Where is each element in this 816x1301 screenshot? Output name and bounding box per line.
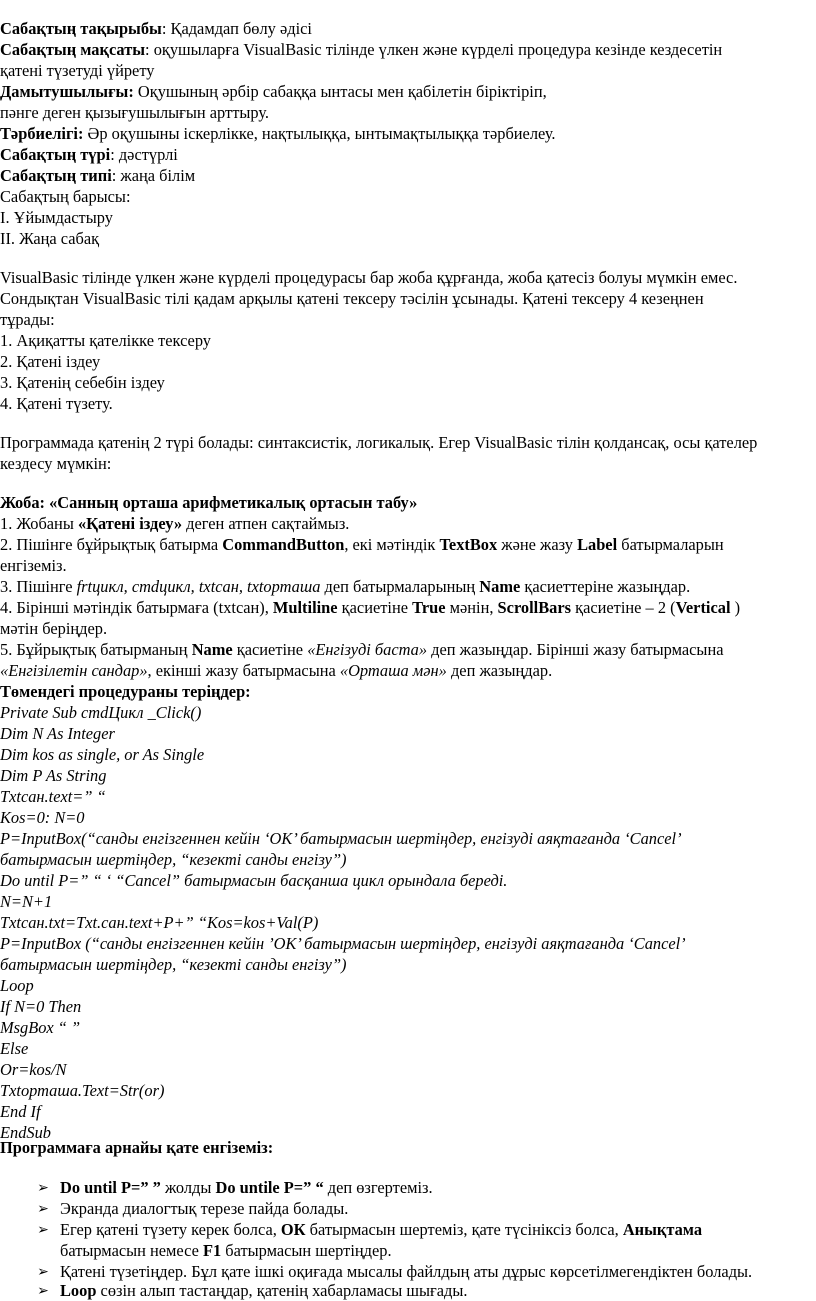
project-item-2-text: 2. Пішінге бұйрықтық батырма [0, 535, 223, 554]
project-item-1-text: 1. Жобаны [0, 514, 78, 533]
code-line: батырмасын шертіңдер, “кезекті санды енгізу”) [0, 955, 347, 974]
aim-label: Сабақтың мақсаты [0, 40, 146, 59]
code-line: N=N+1 [0, 892, 53, 911]
project-item-5-tail: деп жазыңдар. [446, 661, 553, 680]
check-stage-1: 1. Ақиқатты қателікке тексеру [0, 331, 212, 350]
error-step-4-text: Қатені түзетіңдер. Бұл қате ішкі оқиғада мысалы файлдың аты дұрыс көрсетілмегендіктен болады. [60, 1262, 753, 1281]
input-numbers-caption: «Енгізілетін сандар» [0, 661, 148, 680]
project-item-4-text-b: қасиетіне [337, 598, 413, 617]
education-line [0, 124, 556, 144]
errors-heading: Программаға арнайы қате енгіземіз: [0, 1138, 274, 1157]
education-label: Тәрбиелігі: [0, 124, 84, 143]
control-names: frtцикл, cmdцикл, txtcан, txtорташа [76, 577, 321, 596]
ok-term: ОК [280, 1220, 306, 1239]
project-item-3 [0, 577, 690, 597]
error-types-line-2: кездесу мүмкін: [0, 454, 112, 473]
development-value: Оқушының әрбір сабаққа ынтасы мен қабілетін біріктіріп, [133, 82, 547, 101]
error-step-3-text: Егер қатені түзету керек болса, [60, 1220, 281, 1239]
code-line: Do until P=” “ ‘ “Cancel” батырмасын басқанша цикл орындала береді. [0, 871, 508, 890]
label-term: Label [577, 535, 618, 554]
aim-line [0, 40, 722, 60]
code-line: Loop [0, 976, 34, 995]
code-line: End If [0, 1102, 41, 1121]
development-label: Дамытушылығы: [0, 82, 134, 101]
project-item-5-text-d: , екінші жазу батырмасына [147, 661, 340, 680]
arrow-bullet-icon: ➢ [37, 1264, 49, 1280]
code-line: Dim N As Integer [0, 724, 115, 743]
do-until-original: Do until P=” ” [60, 1178, 161, 1197]
project-item-2-text-c: және жазу [497, 535, 578, 554]
code-line: If N=0 Then [0, 997, 82, 1016]
lesson-progress: Сабақтың барысы: [0, 187, 131, 206]
lesson-step-1: І. Ұйымдастыру [0, 208, 113, 227]
aim-line-2: қатені түзетуді үйрету [0, 61, 155, 80]
project-item-5-text-c: деп жазыңдар. Бірінші жазу батырмасына [427, 640, 724, 659]
project-item-4-text-c: мәнін, [445, 598, 498, 617]
lesson-type-label: Сабақтың түрі [0, 145, 111, 164]
project-item-3-text-b: деп батырмаларының [320, 577, 480, 596]
code-line: P=InputBox (“санды енгізгеннен кейін ’OK’ батырмасын шертіңдер, енгізуді аяқтағанда ‘Cancel’ [0, 934, 686, 953]
loop-term: Loop [60, 1281, 97, 1300]
arrow-bullet-icon: ➢ [37, 1222, 49, 1238]
project-item-1-tail: деген атпен сақтаймыз. [182, 514, 350, 533]
error-step-3 [60, 1220, 702, 1240]
name-property-term-2: Name [191, 640, 233, 659]
true-term: True [412, 598, 446, 617]
code-line: Private Sub cmdЦикл _Click() [0, 703, 202, 722]
project-item-4-line-2: мәтін беріңдер. [0, 619, 108, 638]
error-step-1 [60, 1178, 433, 1198]
project-item-2-text-d: батырмаларын [617, 535, 724, 554]
check-stage-3: 3. Қатенің себебін іздеу [0, 373, 165, 392]
arrow-bullet-icon: ➢ [37, 1201, 49, 1217]
project-name-value: «Қатені іздеу» [77, 514, 183, 533]
do-until-modified: Do untile P=” “ [215, 1178, 324, 1197]
f1-term: F1 [202, 1241, 222, 1260]
error-step-2-text: Экранда диалогтық терезе пайда болады. [60, 1199, 349, 1218]
command-button-term: CommandButton [222, 535, 345, 554]
project-item-4 [0, 598, 740, 618]
lesson-kind-line [0, 166, 195, 186]
code-line: Txtорташа.Text=Str(or) [0, 1081, 165, 1100]
error-step-3-line-2 [60, 1241, 392, 1261]
scrollbars-term: ScrollBars [497, 598, 572, 617]
project-item-4-text-e: ) [730, 598, 741, 617]
project-item-4-text-d: қасиетіне – 2 ( [571, 598, 676, 617]
project-item-3-text: 3. Пішінге [0, 577, 77, 596]
code-line: Or=kos/N [0, 1060, 67, 1079]
arrow-bullet-icon: ➢ [37, 1180, 49, 1196]
code-line: Dim kos as single, or As Single [0, 745, 205, 764]
lesson-type-value: : дәстүрлі [110, 145, 178, 164]
code-line: Else [0, 1039, 29, 1058]
topic-value: : Қадамдап бөлу әдісі [161, 19, 312, 38]
name-property-term: Name [479, 577, 521, 596]
error-step-5-text: сөзін алып тастаңдар, қатенің хабарламасы шығады. [96, 1281, 468, 1300]
average-caption: «Орташа мән» [339, 661, 447, 680]
lesson-kind-value: : жаңа білім [111, 166, 196, 185]
start-input-caption: «Енгізуді баста» [307, 640, 428, 659]
lesson-step-2: ІІ. Жаңа сабақ [0, 229, 100, 248]
procedure-heading: Төмендегі процедураны теріңдер: [0, 682, 251, 701]
education-value: Әр оқушыны іскерлікке, нақтылыққа, ынтымақтылыққа тәрбиелеу. [83, 124, 556, 143]
code-line: P=InputBox(“санды енгізгеннен кейін ‘OK’ батырмасын шертіңдер, енгізуді аяқтағанда ‘Cancel’ [0, 829, 682, 848]
project-item-3-tail: қасиеттеріне жазыңдар. [520, 577, 691, 596]
project-item-5-text: 5. Бұйрықтық батырманың [0, 640, 192, 659]
error-step-1-tail: деп өзгертеміз. [323, 1178, 433, 1197]
development-line [0, 82, 547, 102]
check-stage-4: 4. Қатені түзету. [0, 394, 113, 413]
project-item-4-text: 4. Бірінші мәтіндік батырмаға (txtcан), [0, 598, 273, 617]
error-step-5 [60, 1281, 467, 1301]
development-line-2: пәнге деген қызығушылығын арттыру. [0, 103, 269, 122]
error-step-2 [60, 1199, 348, 1219]
topic-label: Сабақтың тақырыбы [0, 19, 162, 38]
code-line: батырмасын шертіңдер, “кезекті санды енгізу”) [0, 850, 347, 869]
project-item-5-text-b: қасиетіне [232, 640, 308, 659]
error-step-3-tail: батырмасын шертіңдер. [221, 1241, 392, 1260]
project-item-2 [0, 535, 724, 555]
code-line: MsgBox “ ” [0, 1018, 81, 1037]
error-step-3-text-c: батырмасын немесе [60, 1241, 203, 1260]
code-line: Txtcан.txt=Txt.cан.text+P+” “Kos=kos+Val(P) [0, 913, 319, 932]
check-stage-2: 2. Қатені іздеу [0, 352, 101, 371]
error-step-4 [60, 1262, 752, 1282]
error-types-line-1: Программада қатенің 2 түрі болады: синтаксистік, логикалық. Егер VisualBasic тілін қолдансақ, осы қателер [0, 433, 758, 452]
vertical-term: Vertical [675, 598, 731, 617]
intro-paragraph-line-3: тұрады: [0, 310, 55, 329]
code-line: Dim P As String [0, 766, 107, 785]
lesson-type-line [0, 145, 178, 165]
project-item-2-line-2: енгіземіз. [0, 556, 67, 575]
intro-paragraph-line-1: VisualBasic тілінде үлкен және күрделі процедурасы бар жоба құрғанда, жоба қатесіз болуы мүмкін емес. [0, 268, 738, 287]
project-item-2-text-b: , екі мәтіндік [344, 535, 440, 554]
lesson-kind-label: Сабақтың типі [0, 166, 112, 185]
code-line: EndSub [0, 1123, 51, 1142]
code-line: Kos=0: N=0 [0, 808, 85, 827]
project-item-5 [0, 640, 724, 660]
textbox-term: TextBox [439, 535, 498, 554]
multiline-term: Multiline [272, 598, 338, 617]
project-title: Жоба: «Санның орташа арифметикалық ортасын табу» [0, 493, 418, 512]
project-item-5-line-2 [0, 661, 552, 681]
error-step-1-text: жолды [160, 1178, 216, 1197]
code-line: Txtcан.text=” “ [0, 787, 106, 806]
help-term: Анықтама [622, 1220, 703, 1239]
project-item-1 [0, 514, 349, 534]
topic-line [0, 19, 312, 39]
arrow-bullet-icon: ➢ [37, 1283, 49, 1299]
error-step-3-text-b: батырмасын шертеміз, қате түсініксіз болса, [305, 1220, 623, 1239]
intro-paragraph-line-2: Сондықтан VisualBasic тілі қадам арқылы қатені тексеру тәсілін ұсынады. Қатені тексеру 4 кезеңнен [0, 289, 704, 308]
aim-value: : оқушыларға VisualBasic тілінде үлкен және күрделі процедура кезінде кездесетін [145, 40, 723, 59]
